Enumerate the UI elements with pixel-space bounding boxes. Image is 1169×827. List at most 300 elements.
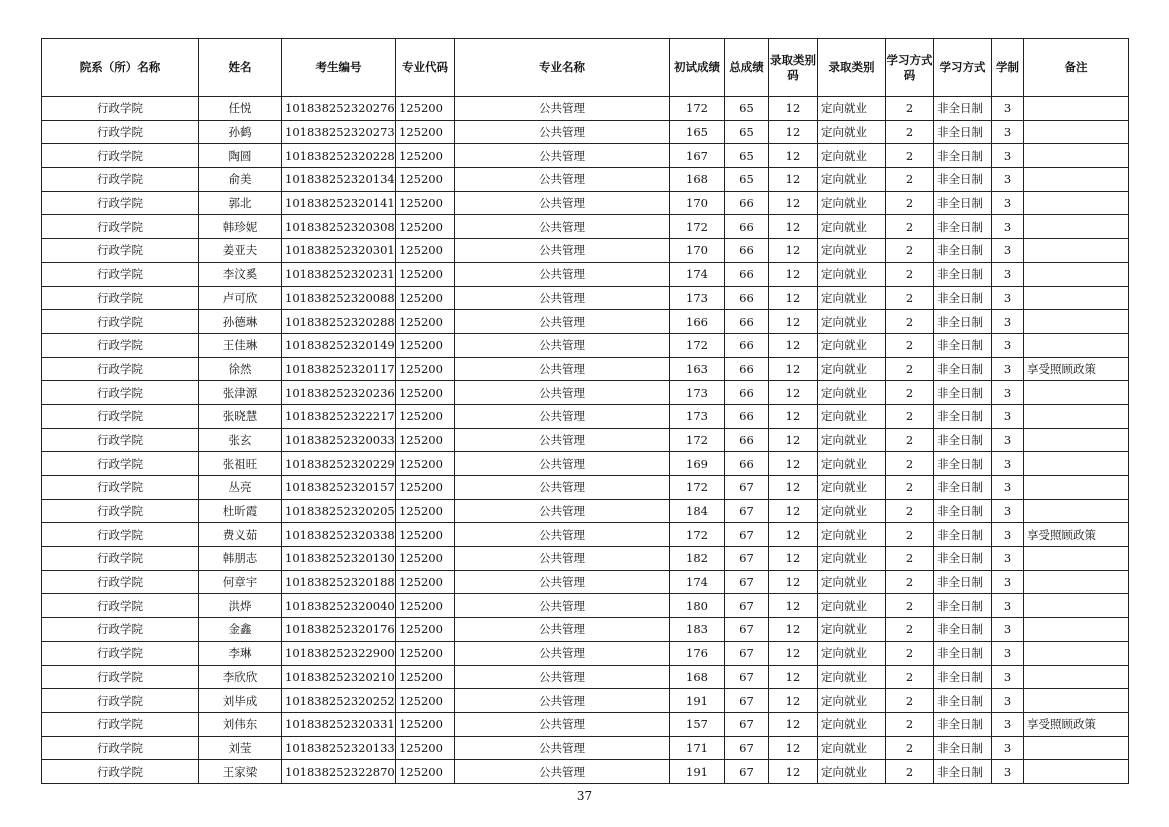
col-major-name-header: 专业名称	[455, 39, 670, 97]
col-study-mode-code-cell: 2	[886, 286, 934, 310]
table-row	[42, 452, 1129, 476]
col-study-mode-cell: 非全日制	[934, 499, 992, 523]
col-admission-type-cell: 定向就业	[818, 736, 886, 760]
col-name-cell: 王佳琳	[199, 333, 282, 357]
col-admission-type-cell: 定向就业	[818, 168, 886, 192]
col-admission-type-cell: 定向就业	[818, 523, 886, 547]
col-total-score-cell: 67	[725, 760, 769, 784]
col-duration-cell: 3	[992, 499, 1024, 523]
col-remarks-cell: 享受照顾政策	[1024, 712, 1129, 736]
col-admission-type-code-cell: 12	[769, 665, 818, 689]
table-row	[42, 357, 1129, 381]
col-admission-type-code-cell: 12	[769, 144, 818, 168]
col-study-mode-cell: 非全日制	[934, 310, 992, 334]
col-candidate-id-cell: 101838252320130	[282, 547, 396, 571]
col-department-cell: 行政学院	[42, 357, 199, 381]
table-row	[42, 168, 1129, 192]
col-major-name-cell: 公共管理	[455, 618, 670, 642]
col-admission-type-code-cell: 12	[769, 215, 818, 239]
col-admission-type-cell: 定向就业	[818, 665, 886, 689]
col-candidate-id-cell: 101838252322870	[282, 760, 396, 784]
table-row	[42, 618, 1129, 642]
col-name-cell: 陶圆	[199, 144, 282, 168]
col-study-mode-cell: 非全日制	[934, 476, 992, 500]
table-row	[42, 428, 1129, 452]
col-total-score-cell: 67	[725, 618, 769, 642]
col-prelim-score-cell: 165	[670, 120, 725, 144]
col-candidate-id-cell: 101838252320149	[282, 333, 396, 357]
col-total-score-cell: 67	[725, 641, 769, 665]
col-study-mode-code-cell: 2	[886, 760, 934, 784]
col-study-mode-code-cell: 2	[886, 594, 934, 618]
col-prelim-score-cell: 172	[670, 215, 725, 239]
col-admission-type-cell: 定向就业	[818, 286, 886, 310]
col-name-cell: 刘莹	[199, 736, 282, 760]
col-total-score-cell: 66	[725, 333, 769, 357]
col-remarks-cell	[1024, 499, 1129, 523]
col-total-score-cell: 67	[725, 570, 769, 594]
col-total-score-cell: 67	[725, 547, 769, 571]
col-study-mode-code-cell: 2	[886, 570, 934, 594]
table-row	[42, 310, 1129, 334]
col-study-mode-cell: 非全日制	[934, 215, 992, 239]
col-name-cell: 李琳	[199, 641, 282, 665]
col-department-cell: 行政学院	[42, 499, 199, 523]
table-row	[42, 120, 1129, 144]
col-major-name-cell: 公共管理	[455, 404, 670, 428]
col-admission-type-code-cell: 12	[769, 310, 818, 334]
col-study-mode-cell: 非全日制	[934, 452, 992, 476]
col-remarks-cell: 享受照顾政策	[1024, 357, 1129, 381]
col-prelim-score-cell: 171	[670, 736, 725, 760]
col-study-mode-cell: 非全日制	[934, 665, 992, 689]
col-department-cell: 行政学院	[42, 523, 199, 547]
col-study-mode-code-header: 学习方式码	[886, 39, 934, 97]
col-name-cell: 洪烨	[199, 594, 282, 618]
col-duration-cell: 3	[992, 191, 1024, 215]
col-admission-type-cell: 定向就业	[818, 452, 886, 476]
col-total-score-cell: 67	[725, 689, 769, 713]
col-name-cell: 丛亮	[199, 476, 282, 500]
col-department-cell: 行政学院	[42, 689, 199, 713]
page-number: 37	[576, 789, 593, 803]
col-major-name-cell: 公共管理	[455, 120, 670, 144]
col-duration-cell: 3	[992, 689, 1024, 713]
col-study-mode-code-cell: 2	[886, 712, 934, 736]
col-major-code-cell: 125200	[396, 168, 455, 192]
col-name-cell: 孙德琳	[199, 310, 282, 334]
table-row	[42, 523, 1129, 547]
col-study-mode-code-cell: 2	[886, 665, 934, 689]
col-major-code-cell: 125200	[396, 689, 455, 713]
col-study-mode-cell: 非全日制	[934, 333, 992, 357]
col-admission-type-code-cell: 12	[769, 594, 818, 618]
col-study-mode-code-cell: 2	[886, 689, 934, 713]
col-department-cell: 行政学院	[42, 712, 199, 736]
col-admission-type-cell: 定向就业	[818, 428, 886, 452]
col-name-cell: 杜昕霞	[199, 499, 282, 523]
col-name-cell: 何章宇	[199, 570, 282, 594]
col-duration-cell: 3	[992, 594, 1024, 618]
col-remarks-cell	[1024, 689, 1129, 713]
col-major-name-cell: 公共管理	[455, 736, 670, 760]
col-major-code-cell: 125200	[396, 665, 455, 689]
col-major-name-cell: 公共管理	[455, 168, 670, 192]
col-study-mode-code-cell: 2	[886, 476, 934, 500]
col-total-score-cell: 65	[725, 144, 769, 168]
col-department-cell: 行政学院	[42, 547, 199, 571]
col-prelim-score-cell: 172	[670, 523, 725, 547]
col-total-score-header: 总成绩	[725, 39, 769, 97]
col-admission-type-code-cell: 12	[769, 357, 818, 381]
col-admission-type-code-cell: 12	[769, 570, 818, 594]
col-total-score-cell: 66	[725, 381, 769, 405]
col-major-name-cell: 公共管理	[455, 286, 670, 310]
col-duration-cell: 3	[992, 262, 1024, 286]
col-remarks-cell	[1024, 168, 1129, 192]
table-row	[42, 144, 1129, 168]
col-candidate-id-cell: 101838252320229	[282, 452, 396, 476]
col-study-mode-cell: 非全日制	[934, 547, 992, 571]
col-duration-cell: 3	[992, 736, 1024, 760]
col-name-cell: 费义茹	[199, 523, 282, 547]
col-remarks-cell: 享受照顾政策	[1024, 523, 1129, 547]
col-remarks-cell	[1024, 262, 1129, 286]
col-candidate-id-cell: 101838252320273	[282, 120, 396, 144]
col-remarks-cell	[1024, 476, 1129, 500]
col-study-mode-code-cell: 2	[886, 144, 934, 168]
col-admission-type-cell: 定向就业	[818, 97, 886, 121]
col-study-mode-code-cell: 2	[886, 168, 934, 192]
col-remarks-cell	[1024, 286, 1129, 310]
col-remarks-cell	[1024, 381, 1129, 405]
col-total-score-cell: 66	[725, 286, 769, 310]
col-admission-type-cell: 定向就业	[818, 570, 886, 594]
col-department-cell: 行政学院	[42, 97, 199, 121]
col-study-mode-code-cell: 2	[886, 262, 934, 286]
col-admission-type-code-cell: 12	[769, 452, 818, 476]
col-admission-type-code-cell: 12	[769, 736, 818, 760]
col-major-code-cell: 125200	[396, 641, 455, 665]
col-department-cell: 行政学院	[42, 428, 199, 452]
table-row	[42, 333, 1129, 357]
col-total-score-cell: 65	[725, 120, 769, 144]
col-duration-cell: 3	[992, 286, 1024, 310]
table-row	[42, 641, 1129, 665]
col-study-mode-code-cell: 2	[886, 381, 934, 405]
col-admission-type-code-cell: 12	[769, 286, 818, 310]
col-major-name-cell: 公共管理	[455, 428, 670, 452]
col-duration-cell: 3	[992, 547, 1024, 571]
col-study-mode-code-cell: 2	[886, 618, 934, 642]
col-major-name-cell: 公共管理	[455, 689, 670, 713]
col-duration-cell: 3	[992, 97, 1024, 121]
col-department-cell: 行政学院	[42, 760, 199, 784]
col-admission-type-cell: 定向就业	[818, 404, 886, 428]
col-remarks-cell	[1024, 641, 1129, 665]
col-major-name-cell: 公共管理	[455, 310, 670, 334]
col-major-name-cell: 公共管理	[455, 523, 670, 547]
col-duration-cell: 3	[992, 665, 1024, 689]
col-candidate-id-cell: 101838252320252	[282, 689, 396, 713]
col-department-cell: 行政学院	[42, 594, 199, 618]
col-study-mode-cell: 非全日制	[934, 262, 992, 286]
table-row	[42, 476, 1129, 500]
col-duration-cell: 3	[992, 523, 1024, 547]
col-admission-type-code-cell: 12	[769, 120, 818, 144]
col-major-name-cell: 公共管理	[455, 712, 670, 736]
col-department-cell: 行政学院	[42, 286, 199, 310]
col-study-mode-cell: 非全日制	[934, 168, 992, 192]
col-major-code-cell: 125200	[396, 404, 455, 428]
col-prelim-score-cell: 182	[670, 547, 725, 571]
col-major-name-cell: 公共管理	[455, 215, 670, 239]
col-admission-type-cell: 定向就业	[818, 689, 886, 713]
table-row	[42, 97, 1129, 121]
table-row	[42, 215, 1129, 239]
col-prelim-score-cell: 172	[670, 97, 725, 121]
col-major-name-cell: 公共管理	[455, 381, 670, 405]
col-candidate-id-cell: 101838252320308	[282, 215, 396, 239]
col-admission-type-cell: 定向就业	[818, 381, 886, 405]
col-department-cell: 行政学院	[42, 381, 199, 405]
col-study-mode-code-cell: 2	[886, 215, 934, 239]
col-candidate-id-header: 考生编号	[282, 39, 396, 97]
col-total-score-cell: 67	[725, 594, 769, 618]
col-study-mode-cell: 非全日制	[934, 286, 992, 310]
col-name-cell: 金鑫	[199, 618, 282, 642]
col-admission-type-code-cell: 12	[769, 428, 818, 452]
col-remarks-cell	[1024, 333, 1129, 357]
table-row	[42, 689, 1129, 713]
col-name-cell: 徐然	[199, 357, 282, 381]
col-study-mode-header: 学习方式	[934, 39, 992, 97]
col-major-name-cell: 公共管理	[455, 357, 670, 381]
col-study-mode-cell: 非全日制	[934, 736, 992, 760]
col-remarks-cell	[1024, 310, 1129, 334]
col-candidate-id-cell: 101838252320134	[282, 168, 396, 192]
col-candidate-id-cell: 101838252320288	[282, 310, 396, 334]
col-duration-cell: 3	[992, 310, 1024, 334]
col-name-cell: 俞美	[199, 168, 282, 192]
col-candidate-id-cell: 101838252320133	[282, 736, 396, 760]
col-admission-type-code-cell: 12	[769, 239, 818, 263]
col-study-mode-code-cell: 2	[886, 239, 934, 263]
col-total-score-cell: 66	[725, 215, 769, 239]
col-prelim-score-cell: 167	[670, 144, 725, 168]
col-duration-cell: 3	[992, 120, 1024, 144]
col-major-code-cell: 125200	[396, 476, 455, 500]
col-total-score-cell: 66	[725, 452, 769, 476]
col-major-code-cell: 125200	[396, 333, 455, 357]
table-row	[42, 499, 1129, 523]
table-row	[42, 262, 1129, 286]
col-remarks-cell	[1024, 239, 1129, 263]
col-study-mode-code-cell: 2	[886, 310, 934, 334]
col-admission-type-code-cell: 12	[769, 97, 818, 121]
col-major-code-cell: 125200	[396, 357, 455, 381]
col-admission-type-cell: 定向就业	[818, 144, 886, 168]
table-body	[42, 97, 1129, 784]
col-admission-type-code-cell: 12	[769, 689, 818, 713]
col-admission-type-cell: 定向就业	[818, 239, 886, 263]
col-duration-header: 学制	[992, 39, 1024, 97]
col-candidate-id-cell: 101838252320157	[282, 476, 396, 500]
col-candidate-id-cell: 101838252320236	[282, 381, 396, 405]
col-study-mode-code-cell: 2	[886, 452, 934, 476]
col-major-code-cell: 125200	[396, 120, 455, 144]
col-study-mode-cell: 非全日制	[934, 570, 992, 594]
col-duration-cell: 3	[992, 618, 1024, 642]
col-study-mode-code-cell: 2	[886, 641, 934, 665]
col-department-cell: 行政学院	[42, 452, 199, 476]
col-remarks-cell	[1024, 120, 1129, 144]
col-major-code-cell: 125200	[396, 381, 455, 405]
col-duration-cell: 3	[992, 712, 1024, 736]
col-candidate-id-cell: 101838252320301	[282, 239, 396, 263]
col-major-name-cell: 公共管理	[455, 594, 670, 618]
col-prelim-score-cell: 172	[670, 333, 725, 357]
col-major-name-cell: 公共管理	[455, 641, 670, 665]
col-prelim-score-cell: 173	[670, 404, 725, 428]
col-candidate-id-cell: 101838252320141	[282, 191, 396, 215]
col-candidate-id-cell: 101838252320210	[282, 665, 396, 689]
col-name-cell: 张津源	[199, 381, 282, 405]
col-study-mode-cell: 非全日制	[934, 594, 992, 618]
col-admission-type-code-cell: 12	[769, 499, 818, 523]
col-major-name-cell: 公共管理	[455, 476, 670, 500]
col-duration-cell: 3	[992, 570, 1024, 594]
col-major-code-cell: 125200	[396, 262, 455, 286]
col-candidate-id-cell: 101838252320040	[282, 594, 396, 618]
col-name-cell: 姜亚夫	[199, 239, 282, 263]
col-admission-type-cell: 定向就业	[818, 120, 886, 144]
col-prelim-score-cell: 184	[670, 499, 725, 523]
col-major-name-cell: 公共管理	[455, 452, 670, 476]
col-candidate-id-cell: 101838252320231	[282, 262, 396, 286]
col-admission-type-code-cell: 12	[769, 760, 818, 784]
col-study-mode-cell: 非全日制	[934, 404, 992, 428]
col-duration-cell: 3	[992, 404, 1024, 428]
col-study-mode-code-cell: 2	[886, 547, 934, 571]
col-study-mode-code-cell: 2	[886, 499, 934, 523]
col-department-cell: 行政学院	[42, 618, 199, 642]
col-major-code-cell: 125200	[396, 736, 455, 760]
admission-table	[41, 38, 1129, 784]
col-remarks-cell	[1024, 191, 1129, 215]
col-total-score-cell: 65	[725, 168, 769, 192]
col-major-name-cell: 公共管理	[455, 262, 670, 286]
col-major-code-cell: 125200	[396, 452, 455, 476]
col-candidate-id-cell: 101838252322900	[282, 641, 396, 665]
col-major-name-cell: 公共管理	[455, 144, 670, 168]
col-duration-cell: 3	[992, 452, 1024, 476]
col-major-name-cell: 公共管理	[455, 570, 670, 594]
col-total-score-cell: 66	[725, 428, 769, 452]
col-remarks-header: 备注	[1024, 39, 1129, 97]
col-prelim-score-cell: 174	[670, 262, 725, 286]
col-admission-type-code-cell: 12	[769, 618, 818, 642]
col-admission-type-code-cell: 12	[769, 168, 818, 192]
col-prelim-score-cell: 176	[670, 641, 725, 665]
col-prelim-score-cell: 191	[670, 760, 725, 784]
col-major-name-cell: 公共管理	[455, 547, 670, 571]
col-admission-type-code-cell: 12	[769, 523, 818, 547]
col-candidate-id-cell: 101838252320228	[282, 144, 396, 168]
col-admission-type-cell: 定向就业	[818, 547, 886, 571]
col-remarks-cell	[1024, 594, 1129, 618]
col-name-cell: 刘毕成	[199, 689, 282, 713]
col-study-mode-cell: 非全日制	[934, 191, 992, 215]
col-prelim-score-cell: 180	[670, 594, 725, 618]
col-admission-type-cell: 定向就业	[818, 641, 886, 665]
col-total-score-cell: 66	[725, 404, 769, 428]
col-remarks-cell	[1024, 547, 1129, 571]
col-duration-cell: 3	[992, 168, 1024, 192]
col-prelim-score-cell: 169	[670, 452, 725, 476]
col-total-score-cell: 66	[725, 310, 769, 334]
col-name-cell: 李汶奚	[199, 262, 282, 286]
col-study-mode-code-cell: 2	[886, 97, 934, 121]
col-remarks-cell	[1024, 215, 1129, 239]
col-admission-type-code-cell: 12	[769, 404, 818, 428]
col-candidate-id-cell: 101838252320088	[282, 286, 396, 310]
col-remarks-cell	[1024, 760, 1129, 784]
col-department-cell: 行政学院	[42, 736, 199, 760]
col-department-cell: 行政学院	[42, 168, 199, 192]
col-major-name-cell: 公共管理	[455, 191, 670, 215]
table-row	[42, 404, 1129, 428]
col-candidate-id-cell: 101838252322217	[282, 404, 396, 428]
col-admission-type-cell: 定向就业	[818, 262, 886, 286]
col-study-mode-cell: 非全日制	[934, 641, 992, 665]
col-prelim-score-cell: 174	[670, 570, 725, 594]
col-duration-cell: 3	[992, 428, 1024, 452]
col-remarks-cell	[1024, 428, 1129, 452]
col-duration-cell: 3	[992, 760, 1024, 784]
header-row	[42, 39, 1129, 97]
col-name-cell: 郭北	[199, 191, 282, 215]
col-admission-type-code-cell: 12	[769, 381, 818, 405]
col-remarks-cell	[1024, 404, 1129, 428]
col-candidate-id-cell: 101838252320276	[282, 97, 396, 121]
col-major-code-cell: 125200	[396, 215, 455, 239]
col-major-code-cell: 125200	[396, 618, 455, 642]
col-remarks-cell	[1024, 665, 1129, 689]
col-prelim-score-header: 初试成绩	[670, 39, 725, 97]
col-duration-cell: 3	[992, 381, 1024, 405]
col-major-name-cell: 公共管理	[455, 760, 670, 784]
col-study-mode-cell: 非全日制	[934, 357, 992, 381]
table-row	[42, 286, 1129, 310]
table-row	[42, 594, 1129, 618]
col-prelim-score-cell: 172	[670, 428, 725, 452]
col-name-cell: 张祖旺	[199, 452, 282, 476]
col-major-name-cell: 公共管理	[455, 239, 670, 263]
col-total-score-cell: 67	[725, 523, 769, 547]
col-department-cell: 行政学院	[42, 191, 199, 215]
col-admission-type-code-cell: 12	[769, 547, 818, 571]
col-major-name-cell: 公共管理	[455, 333, 670, 357]
col-department-cell: 行政学院	[42, 665, 199, 689]
col-admission-type-cell: 定向就业	[818, 215, 886, 239]
col-name-header: 姓名	[199, 39, 282, 97]
col-study-mode-cell: 非全日制	[934, 428, 992, 452]
col-admission-type-cell: 定向就业	[818, 357, 886, 381]
col-major-code-cell: 125200	[396, 428, 455, 452]
col-candidate-id-cell: 101838252320176	[282, 618, 396, 642]
col-major-code-cell: 125200	[396, 594, 455, 618]
